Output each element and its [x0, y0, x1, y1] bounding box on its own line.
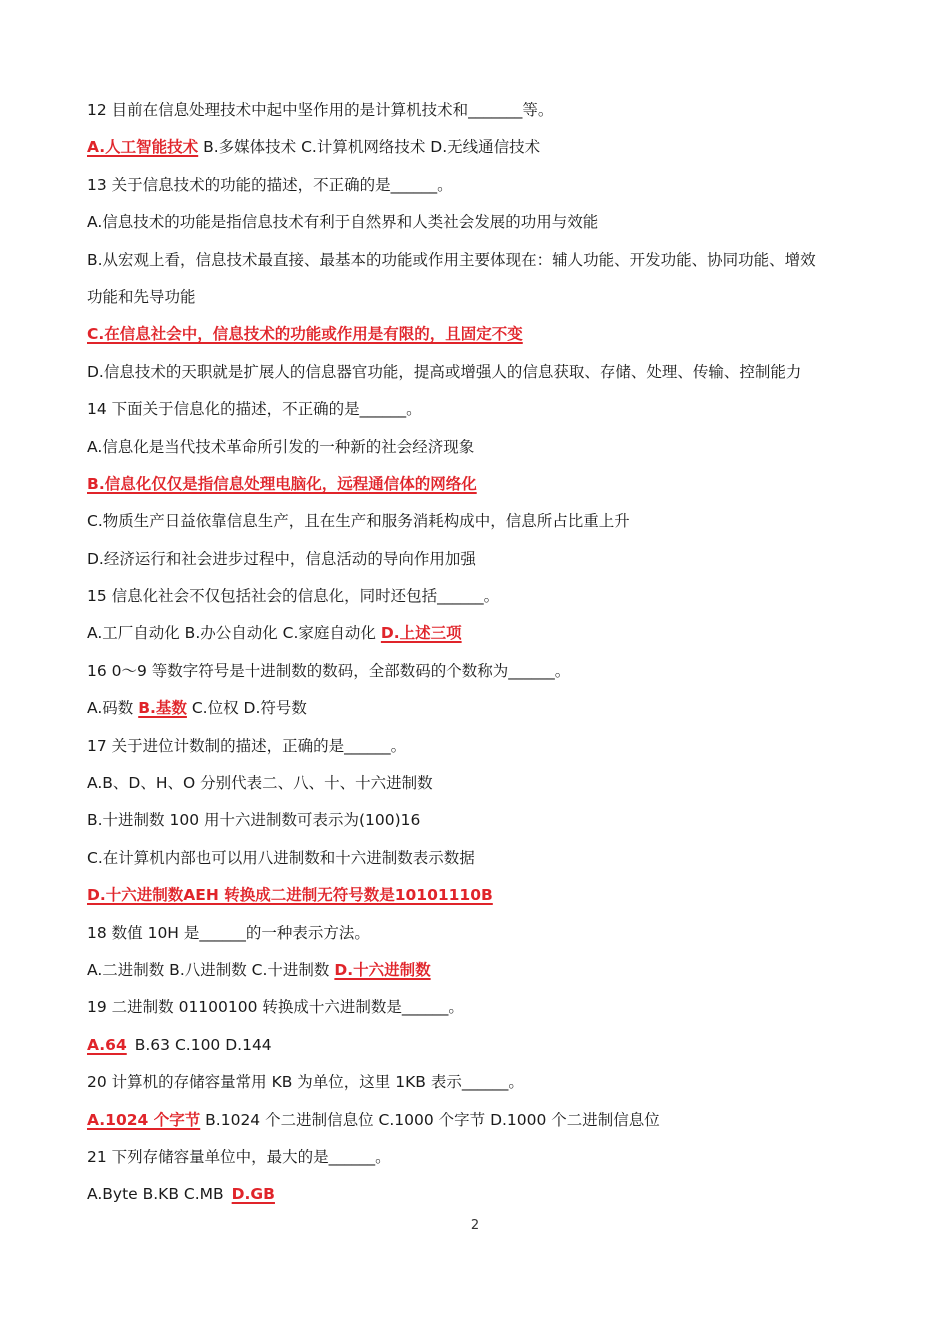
question-13-option-b-cont: 功能和先导功能 — [87, 287, 196, 306]
option-text: A.二进制数 B.八进制数 C.十进制数 — [87, 960, 330, 979]
question-14-option-d: D.经济运行和社会进步过程中，信息活动的导向作用加强 — [87, 549, 476, 568]
question-list — [87, 96, 887, 1218]
question-13-option-c — [87, 320, 887, 357]
question-19-options — [87, 1031, 887, 1068]
question-16-stem: 16 0～9 等数字符号是十进制数的数码，全部数码的个数称为______。 — [87, 661, 571, 680]
option-text: A.工厂自动化 B.办公自动化 C.家庭自动化 — [87, 624, 376, 643]
answer-highlight: D.GB — [231, 1185, 275, 1204]
option-text: B.1024 个二进制信息位 C.1000 个字节 D.1000 个二进制信息位 — [205, 1110, 660, 1129]
question-18-options — [87, 956, 887, 993]
option-text: A.码数 — [87, 699, 134, 718]
question-17-option-a: A.B、D、H、O 分别代表二、八、十、十六进制数 — [87, 774, 433, 793]
question-13-stem: 13 关于信息技术的功能的描述，不正确的是______。 — [87, 175, 453, 194]
option-text: A.Byte B.KB C.MB — [87, 1185, 224, 1204]
page-number: 2 — [470, 1218, 480, 1233]
answer-highlight: C.在信息社会中，信息技术的功能或作用是有限的，且固定不变 — [87, 325, 523, 344]
question-21-options — [87, 1180, 887, 1217]
answer-highlight: B.基数 — [138, 699, 187, 718]
question-13-option-d: D.信息技术的天职就是扩展人的信息器官功能，提高或增强人的信息获取、存储、处理、传输、控制能力 — [87, 362, 802, 381]
question-14-option-b — [87, 470, 887, 507]
question-12-stem: 12 目前在信息处理技术中起中坚作用的是计算机技术和_______等。 — [87, 101, 554, 119]
question-20-stem: 20 计算机的存储容量常用 KB 为单位，这里 1KB 表示______。 — [87, 1073, 524, 1092]
question-19-stem: 19 二进制数 01100100 转换成十六进制数是______。 — [87, 998, 464, 1017]
question-13-option-a: A.信息技术的功能是指信息技术有利于自然界和人类社会发展的功用与效能 — [87, 213, 599, 232]
option-text: B.63 C.100 D.144 — [134, 1035, 272, 1054]
question-21-stem: 21 下列存储容量单位中，最大的是______。 — [87, 1147, 391, 1166]
option-text: C.位权 D.符号数 — [191, 699, 307, 718]
option-text: B.多媒体技术 C.计算机网络技术 D.无线通信技术 — [203, 138, 541, 157]
question-17-option-b: B.十进制数 100 用十六进制数可表示为(100)16 — [87, 811, 421, 830]
question-17-option-c: C.在计算机内部也可以用八进制数和十六进制数表示数据 — [87, 848, 475, 867]
question-13-option-b: B.从宏观上看，信息技术最直接、最基本的功能或作用主要体现在：辅人功能、开发功能、协同功能、增效 — [87, 250, 816, 269]
answer-highlight: D.十六进制数AEH 转换成二进制无符号数是10101110B — [87, 886, 493, 905]
answer-highlight: D.上述三项 — [380, 624, 462, 643]
question-17-stem: 17 关于进位计数制的描述，正确的是______。 — [87, 736, 407, 755]
question-14-stem: 14 下面关于信息化的描述，不正确的是______。 — [87, 400, 422, 419]
question-12-options — [87, 133, 887, 170]
answer-highlight: D.十六进制数 — [334, 960, 431, 979]
answer-highlight: A.64 — [87, 1035, 127, 1054]
question-16-options — [87, 694, 887, 731]
question-14-option-a: A.信息化是当代技术革命所引发的一种新的社会经济现象 — [87, 437, 475, 456]
question-15-stem: 15 信息化社会不仅包括社会的信息化，同时还包括______。 — [87, 587, 500, 606]
question-15-options — [87, 619, 887, 656]
answer-highlight: B.信息化仅仅是指信息处理电脑化，远程通信体的网络化 — [87, 474, 477, 493]
question-20-options — [87, 1106, 887, 1143]
question-14-option-c: C.物质生产日益依靠信息生产，且在生产和服务消耗构成中，信息所占比重上升 — [87, 512, 630, 531]
question-17-option-d — [87, 881, 887, 918]
question-18-stem: 18 数值 10H 是______的一种表示方法。 — [87, 923, 370, 942]
answer-highlight: A.1024 个字节 — [87, 1110, 201, 1129]
answer-highlight: A.人工智能技术 — [87, 138, 199, 157]
